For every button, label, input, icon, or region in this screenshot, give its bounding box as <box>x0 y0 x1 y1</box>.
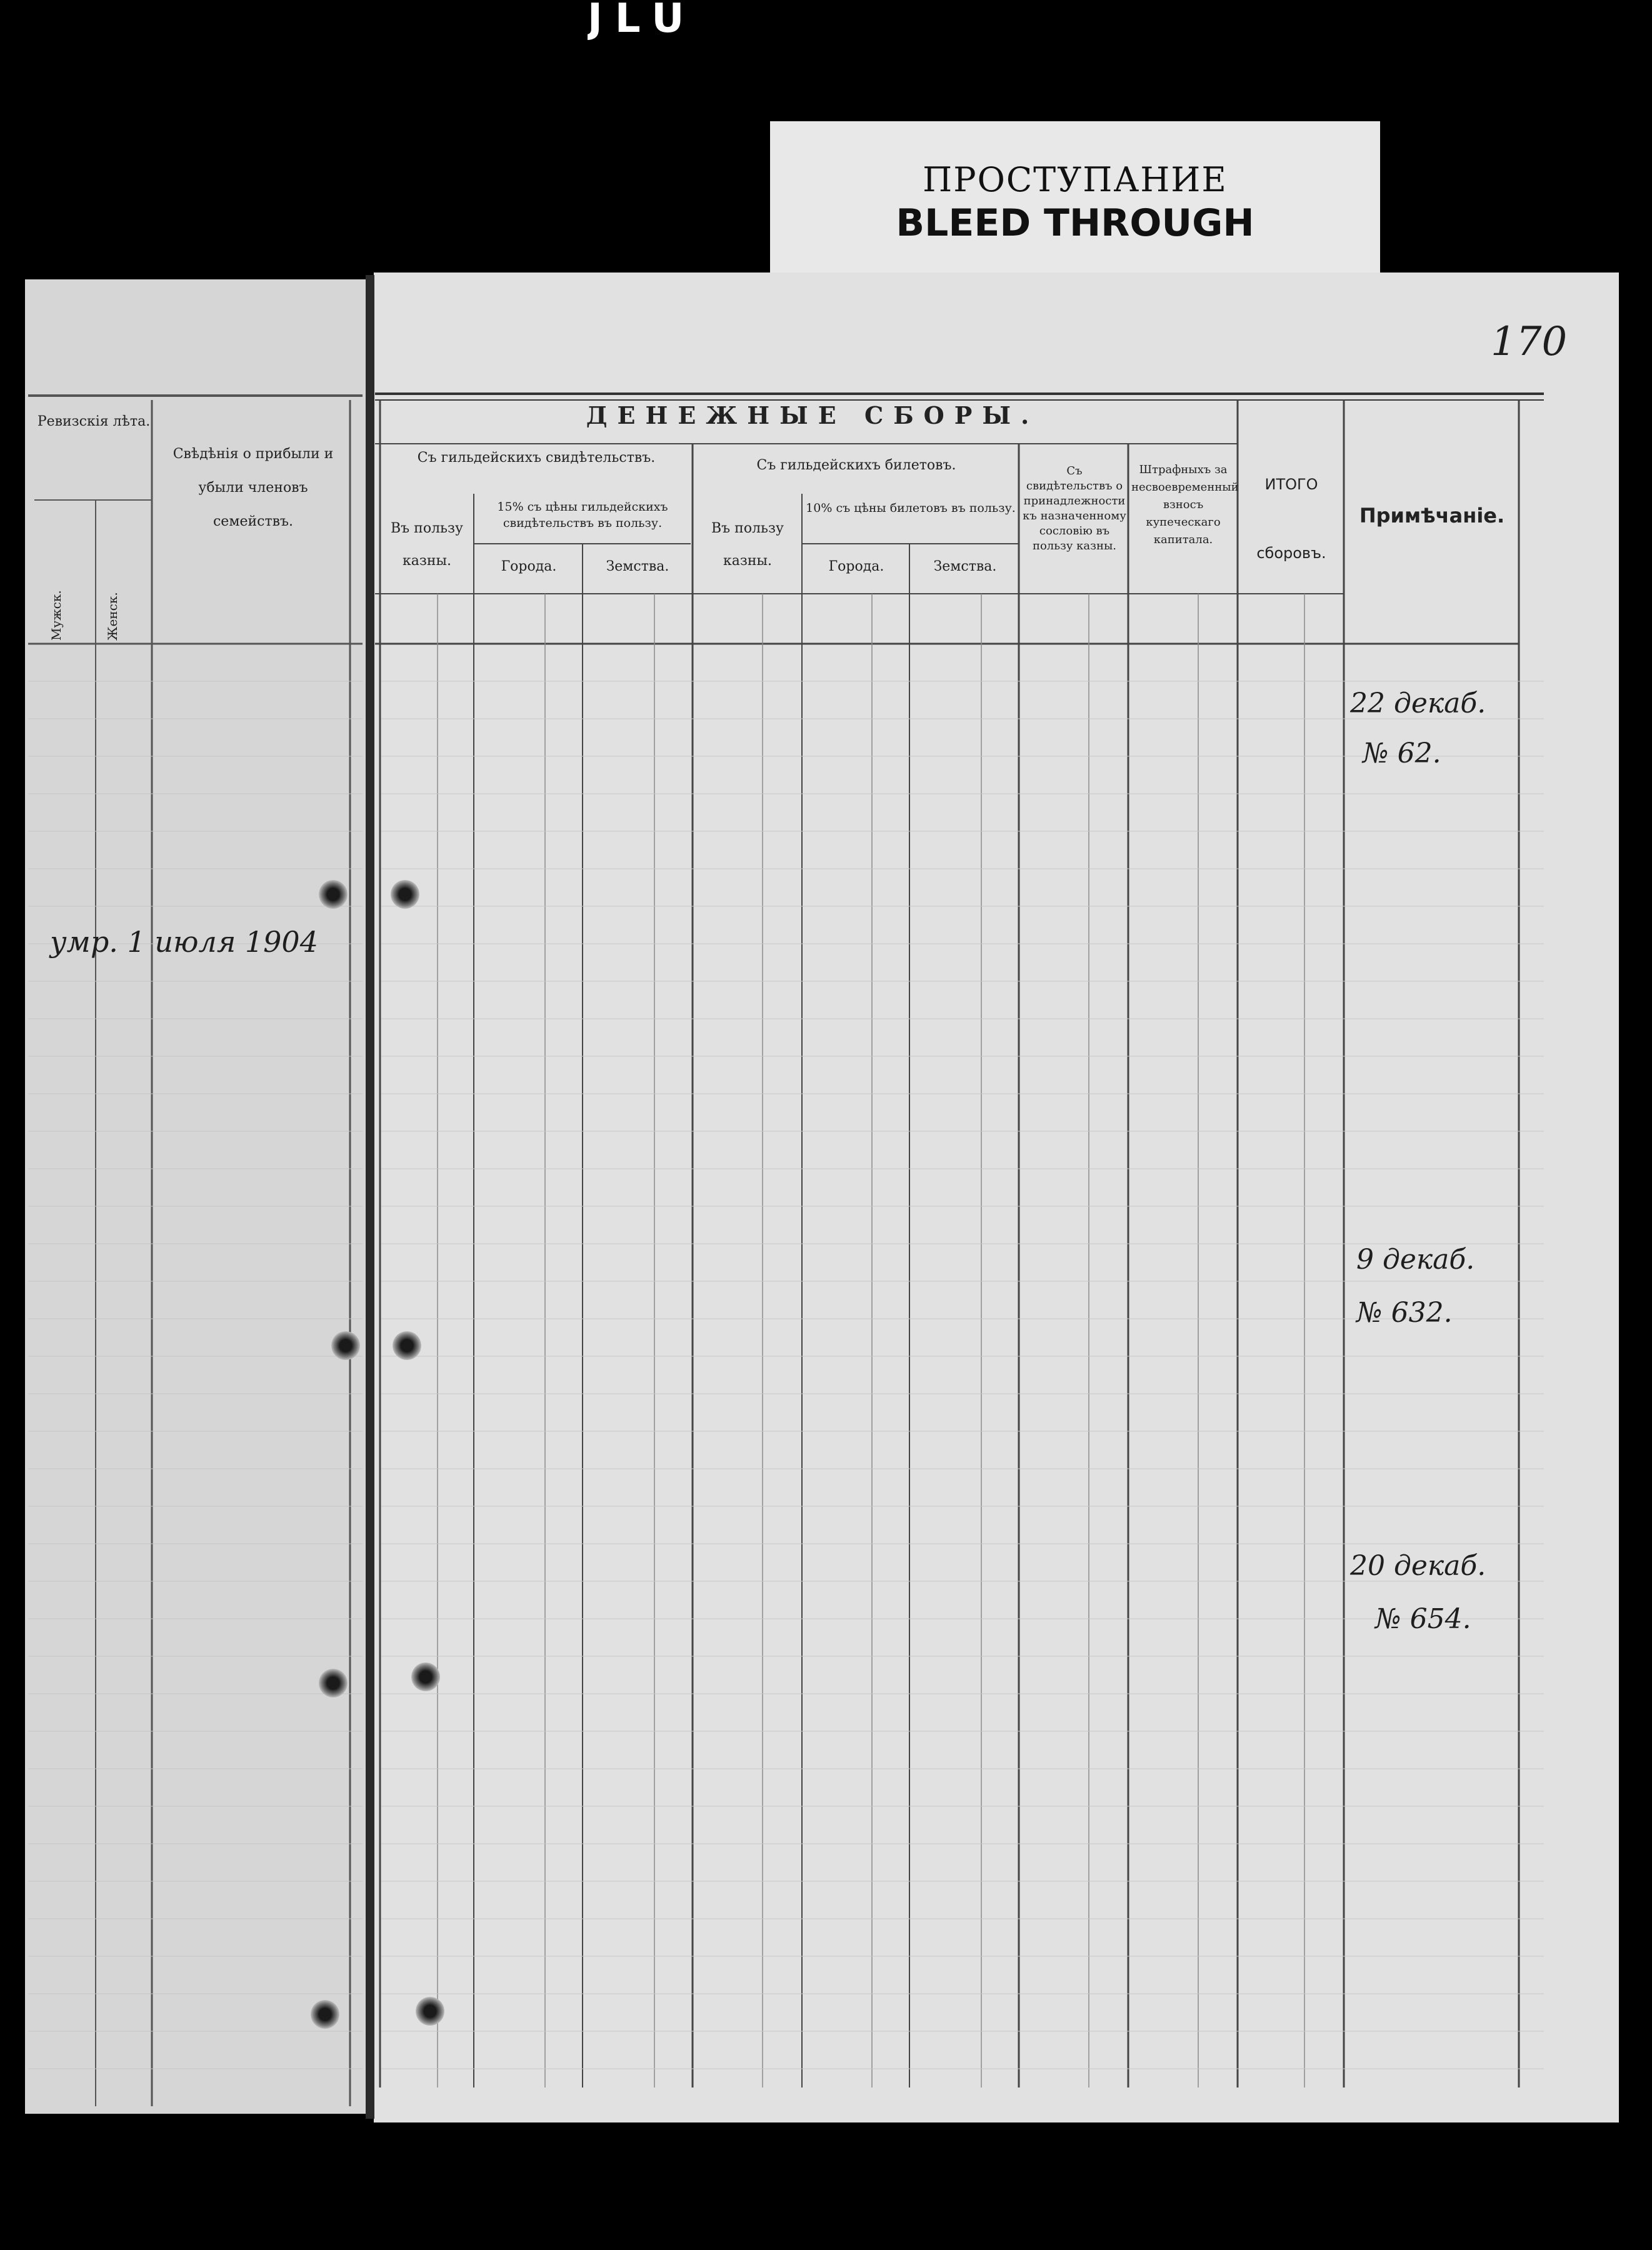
binding-hole <box>331 1331 360 1360</box>
binding-hole <box>319 1669 348 1698</box>
binding-hole <box>391 880 419 909</box>
header-guild-ticket-zemstvo: Земства. <box>933 559 997 574</box>
left-entry-1: умр. 1 июля 1904 <box>50 925 318 959</box>
binding-hole <box>393 1331 421 1360</box>
bleed-label-russian: ПРОСТУПАНИЕ <box>923 160 1228 199</box>
binding-hole <box>311 2000 339 2029</box>
note-3-number: № 654. <box>1375 1603 1471 1635</box>
main-header: ДЕНЕЖНЫЕ СБОРЫ. <box>586 401 1039 429</box>
archive-mark: JLU <box>588 0 697 42</box>
note-2-date: 9 декаб. <box>1356 1244 1475 1276</box>
header-guild-tickets: Съ гильдейскихъ билетовъ. <box>756 458 956 473</box>
header-revision: Ревизскія лѣта. <box>37 414 151 429</box>
page-number: 170 <box>1491 319 1568 365</box>
note-1-date: 22 декаб. <box>1350 688 1486 719</box>
header-guild-cert-zemstvo: Земства. <box>606 559 669 574</box>
binding-hole <box>411 1662 440 1691</box>
header-estate-certificates: Съ свидѣтельствъ о принадлежности къ назначенному сословію въ пользу казны. <box>1023 464 1126 552</box>
note-2-number: № 632. <box>1356 1297 1453 1329</box>
header-notes: Примѣчаніе. <box>1359 504 1505 528</box>
header-fines: Штрафныхъ за несвоевременный взносъ купеческаго капитала. <box>1131 463 1239 546</box>
header-family-changes: Свѣдѣнія о прибыли и убыли членовъ семействъ. <box>173 446 334 529</box>
header-guild-cert-15: 15% съ цѣны гильдейскихъ свидѣтельствъ въ пользу. <box>497 500 668 530</box>
header-guild-certificates: Съ гильдейскихъ свидѣтельствъ. <box>417 450 656 466</box>
header-male: Мужск. <box>49 590 64 641</box>
binding-hole <box>319 880 348 909</box>
header-guild-cert-treasury: Въ пользу казны. <box>391 521 463 569</box>
note-3-date: 20 декаб. <box>1350 1550 1486 1582</box>
bleed-label-english: BLEED THROUGH <box>896 201 1254 245</box>
header-guild-ticket-treasury: Въ пользу казны. <box>711 521 784 569</box>
header-guild-ticket-10: 10% съ цѣны билетовъ въ пользу. <box>806 501 1016 515</box>
binding-hole <box>416 1997 444 2026</box>
header-female: Женск. <box>105 592 120 641</box>
header-guild-cert-city: Города. <box>501 559 557 574</box>
note-1-number: № 62. <box>1363 738 1441 769</box>
header-guild-ticket-city: Города. <box>828 559 884 574</box>
header-total: ИТОГО сборовъ. <box>1256 476 1326 562</box>
